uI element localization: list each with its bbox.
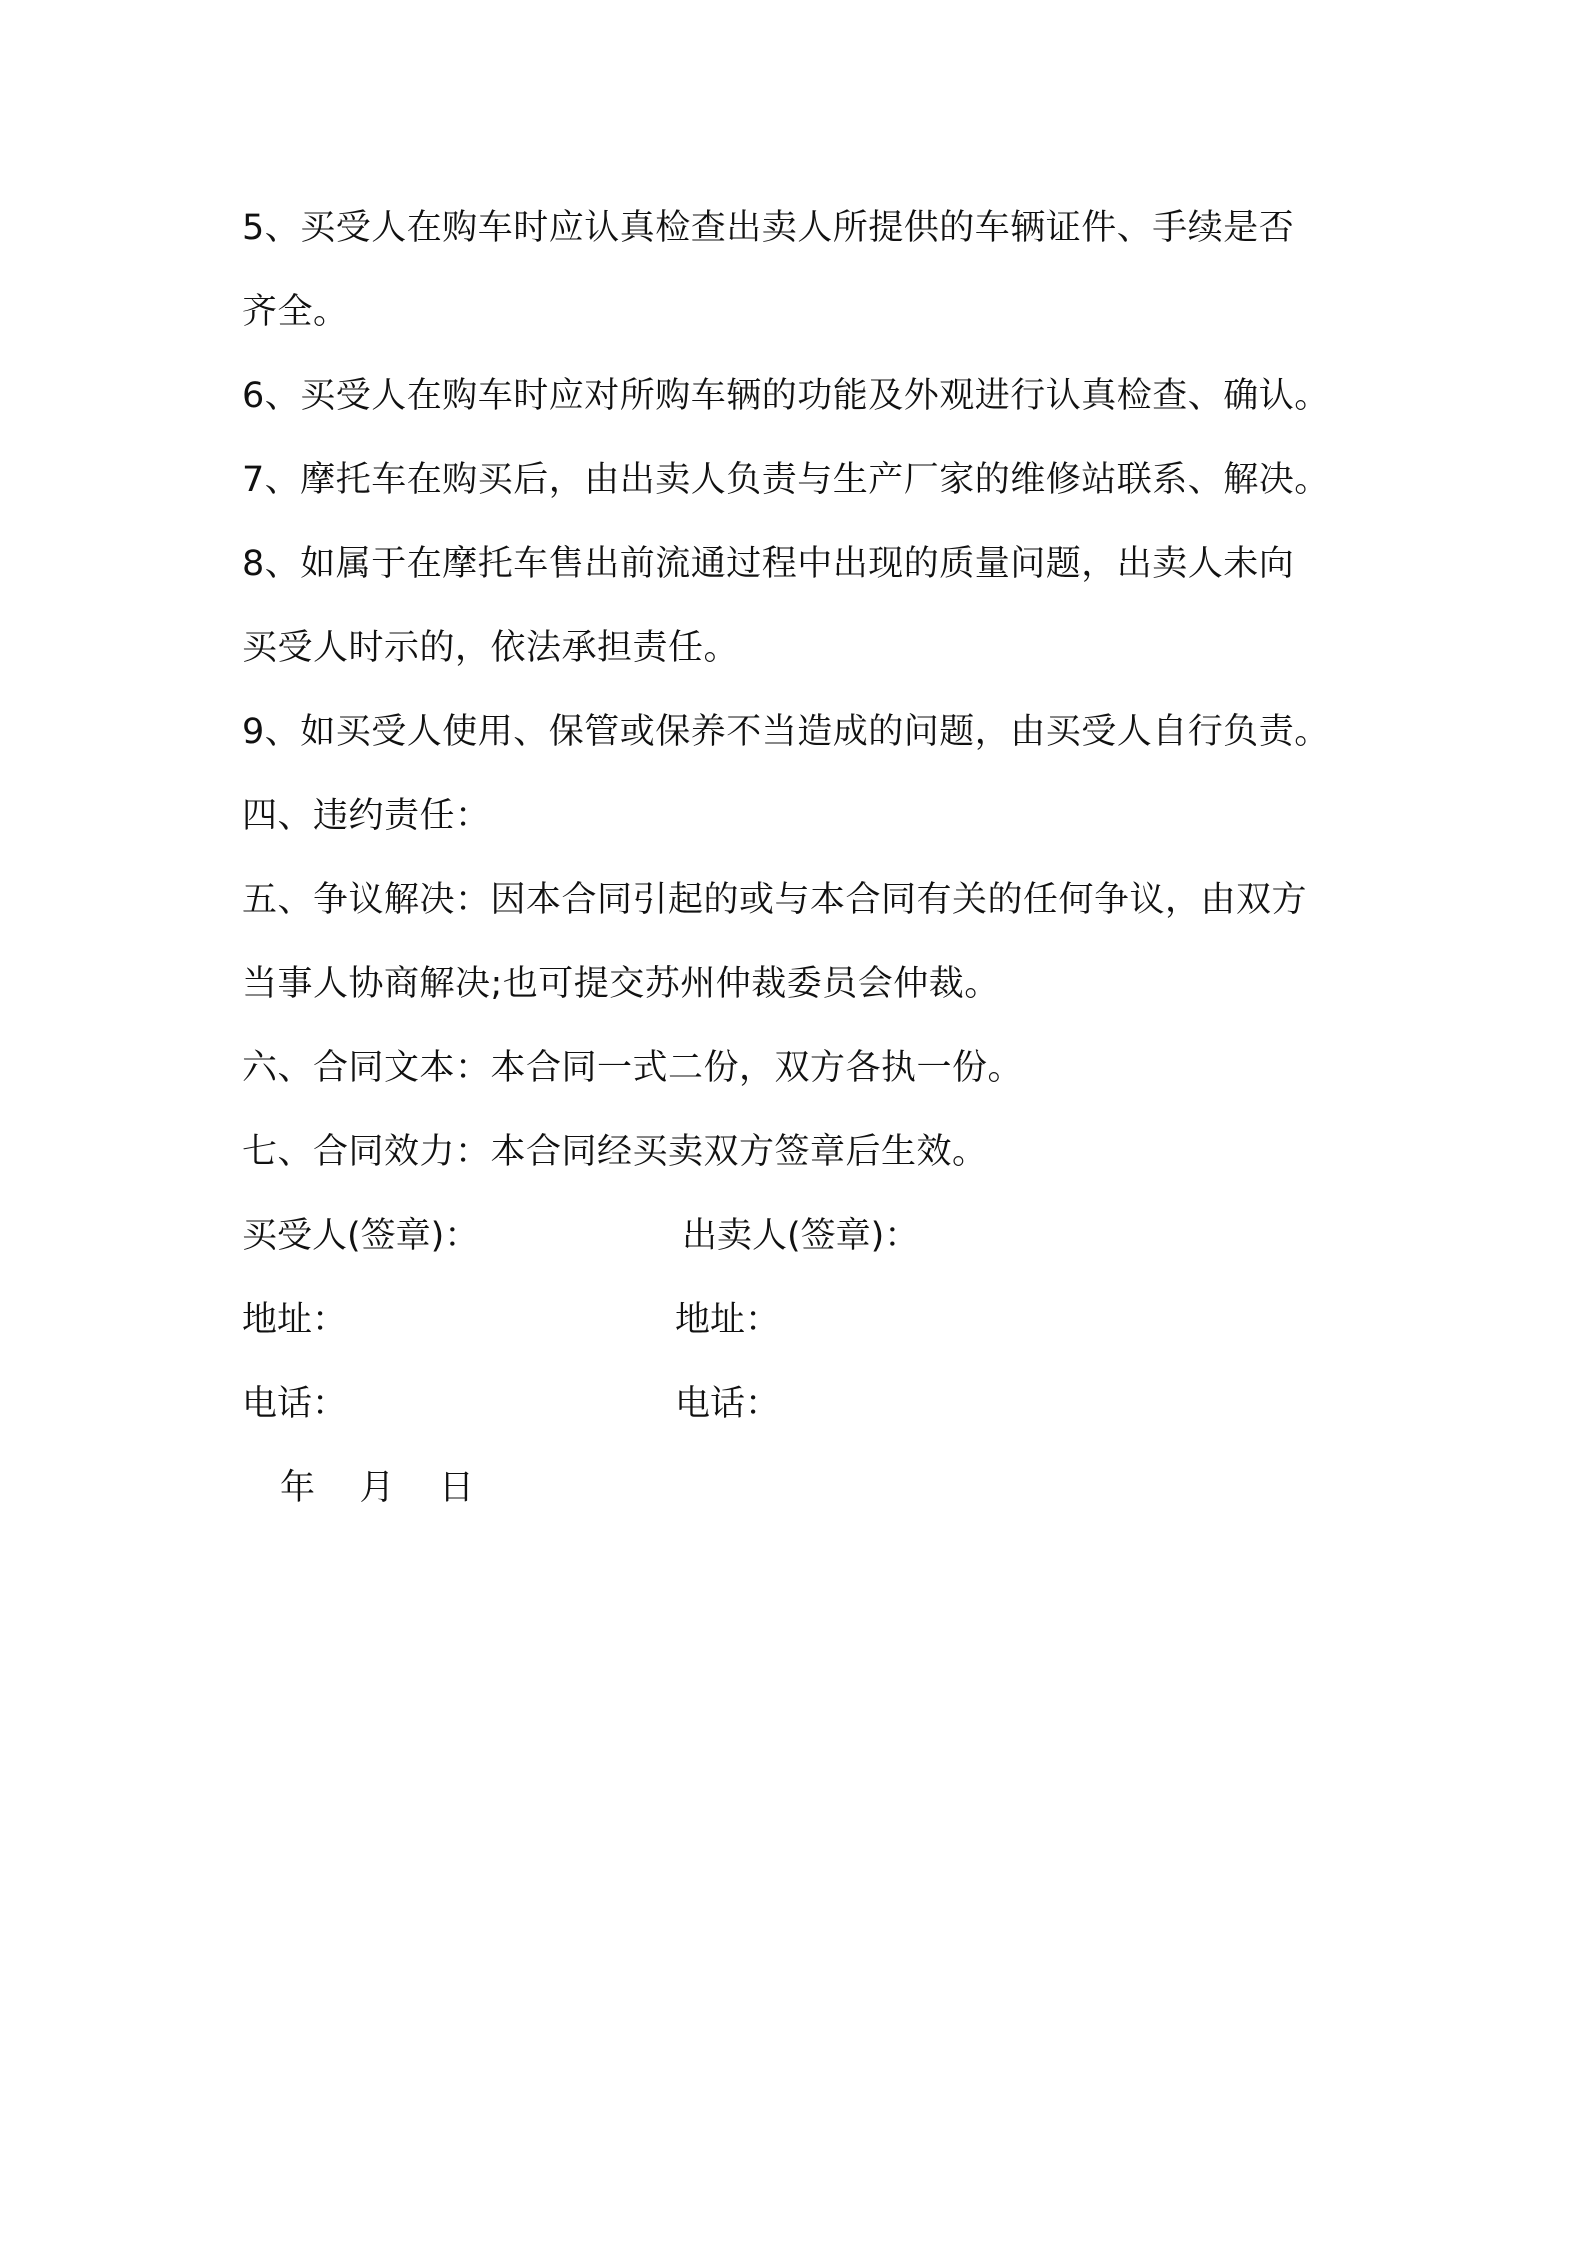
clause-6: 6、买受人在购车时应对所购车辆的功能及外观进行认真检查、确认。 <box>242 376 1330 416</box>
section-5-line-2: 当事人协商解决;也可提交苏州仲裁委员会仲裁。 <box>242 964 1000 1004</box>
seller-signature-label: 出卖人(签章)： <box>682 1216 920 1256</box>
section-5-line-1: 五、争议解决：因本合同引起的或与本合同有关的任何争议，由双方 <box>242 880 1308 920</box>
buyer-address-label: 地址： <box>242 1300 348 1340</box>
seller-phone-label: 电话： <box>675 1384 781 1424</box>
clause-9: 9、如买受人使用、保管或保养不当造成的问题，由买受人自行负责。 <box>242 712 1330 752</box>
clause-8-line-1: 8、如属于在摩托车售出前流通过程中出现的质量问题，出卖人未向 <box>242 544 1295 584</box>
clause-5-line-2: 齐全。 <box>242 292 349 332</box>
buyer-signature-label: 买受人(签章)： <box>242 1216 480 1256</box>
clause-5-line-1: 5、买受人在购车时应认真检查出卖人所提供的车辆证件、手续是否 <box>242 208 1295 248</box>
buyer-phone-label: 电话： <box>242 1384 348 1424</box>
section-7-effect: 七、合同效力：本合同经买卖双方签章后生效。 <box>242 1132 988 1172</box>
date-line: 年 月 日 <box>280 1468 475 1508</box>
clause-7: 7、摩托车在购买后，由出卖人负责与生产厂家的维修站联系、解决。 <box>242 460 1330 500</box>
seller-address-label: 地址： <box>675 1300 781 1340</box>
section-4-breach: 四、违约责任： <box>242 796 491 836</box>
clause-8-line-2: 买受人时示的，依法承担责任。 <box>242 628 740 668</box>
section-6-copies: 六、合同文本：本合同一式二份，双方各执一份。 <box>242 1048 1024 1088</box>
